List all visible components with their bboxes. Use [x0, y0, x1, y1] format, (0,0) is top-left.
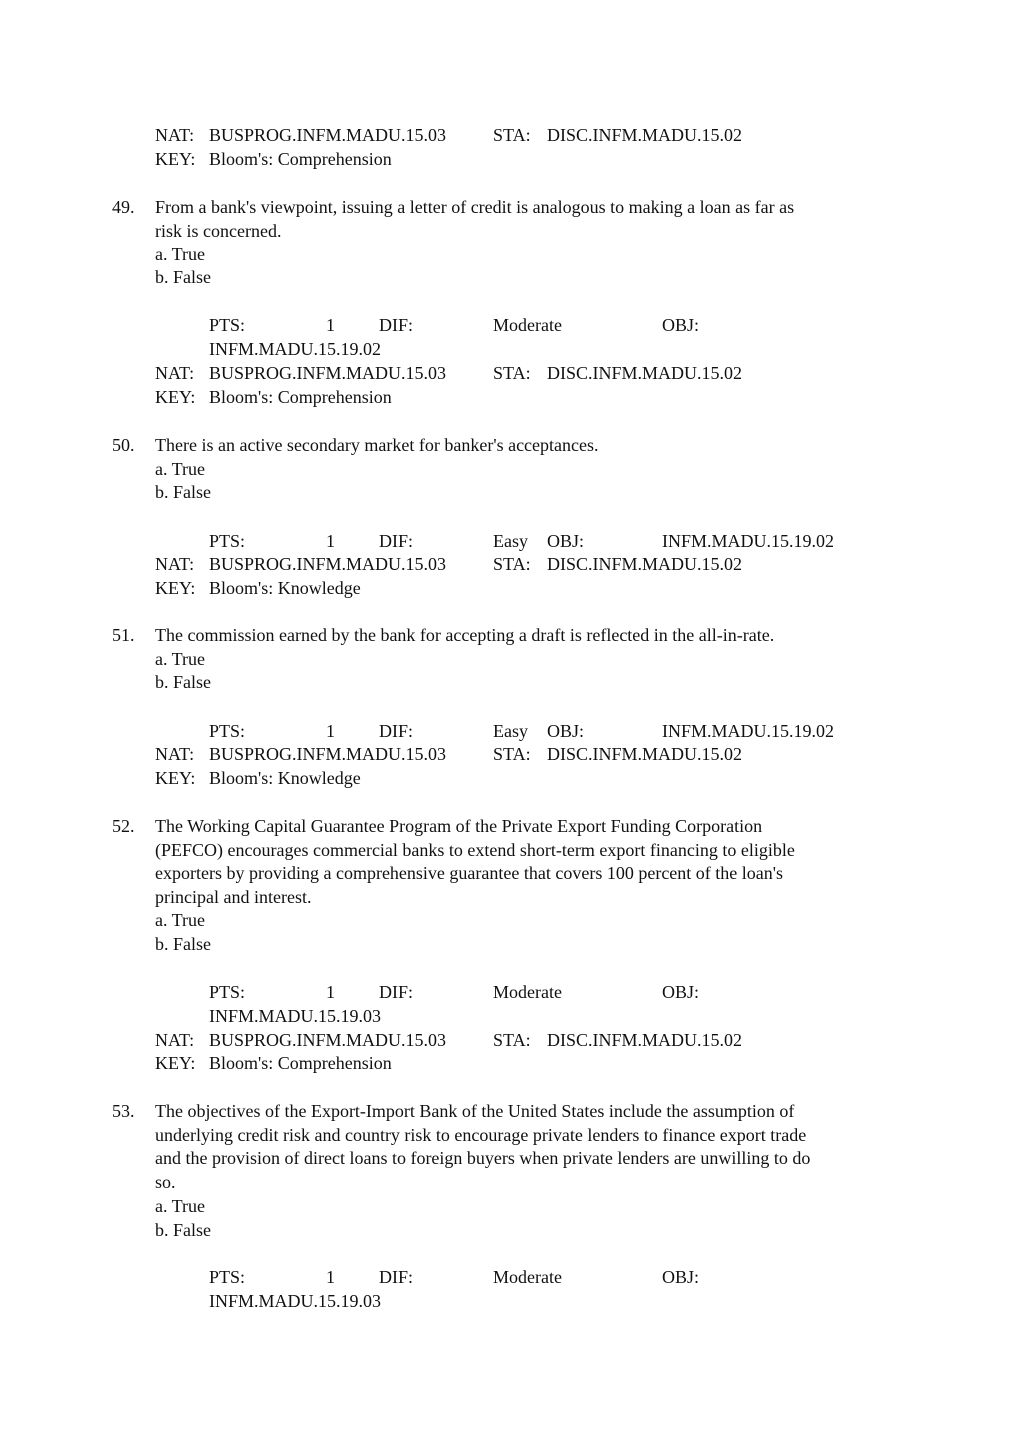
obj-label: OBJ:	[662, 1267, 700, 1287]
obj-value: INFM.MADU.15.19.03	[209, 1291, 382, 1311]
option-false: b. False	[155, 934, 211, 954]
question-text-line: principal and interest.	[155, 887, 312, 907]
dif-label: DIF:	[379, 982, 414, 1002]
key-label: KEY:	[155, 768, 196, 788]
question-text-line: There is an active secondary market for banker's acceptances.	[155, 435, 599, 455]
nat-value: BUSPROG.INFM.MADU.15.03	[209, 125, 447, 145]
key-value: Bloom's: Comprehension	[209, 149, 392, 169]
key-value: Bloom's: Comprehension	[209, 1053, 392, 1073]
nat-label: NAT:	[155, 125, 195, 145]
sta-label: STA:	[493, 125, 531, 145]
nat-value: BUSPROG.INFM.MADU.15.03	[209, 1030, 447, 1050]
question-number: 49.	[112, 197, 135, 217]
question-text-line: The Working Capital Guarantee Program of the Private Export Funding Corporation	[155, 816, 763, 836]
nat-value: BUSPROG.INFM.MADU.15.03	[209, 554, 447, 574]
sta-label: STA:	[493, 744, 531, 764]
key-label: KEY:	[155, 578, 196, 598]
nat-label: NAT:	[155, 363, 195, 383]
option-true: a. True	[155, 649, 206, 669]
dif-value: Easy	[493, 531, 528, 551]
pts-label: PTS:	[209, 531, 246, 551]
obj-value: INFM.MADU.15.19.02	[662, 531, 835, 551]
option-false: b. False	[155, 482, 211, 502]
pts-value: 1	[326, 982, 335, 1002]
obj-value: INFM.MADU.15.19.03	[209, 1006, 382, 1026]
nat-value: BUSPROG.INFM.MADU.15.03	[209, 363, 447, 383]
sta-label: STA:	[493, 1030, 531, 1050]
question-text-line: exporters by providing a comprehensive guarantee that covers 100 percent of the loan's	[155, 863, 784, 883]
question-text-line: The commission earned by the bank for accepting a draft is reflected in the all-in-rate.	[155, 625, 775, 645]
sta-value: DISC.INFM.MADU.15.02	[547, 363, 743, 383]
question-text-line: and the provision of direct loans to foreign buyers when private lenders are unwilling to do	[155, 1148, 811, 1168]
option-true: a. True	[155, 1196, 206, 1216]
key-label: KEY:	[155, 149, 196, 169]
dif-label: DIF:	[379, 531, 414, 551]
obj-label: OBJ:	[662, 315, 700, 335]
sta-value: DISC.INFM.MADU.15.02	[547, 125, 743, 145]
question-text-line: The objectives of the Export-Import Bank of the United States include the assumption of	[155, 1101, 795, 1121]
sta-label: STA:	[493, 554, 531, 574]
pts-value: 1	[326, 721, 335, 741]
key-value: Bloom's: Knowledge	[209, 768, 361, 788]
question-text-line: (PEFCO) encourages commercial banks to extend short-term export financing to eligible	[155, 840, 795, 860]
obj-label: OBJ:	[662, 982, 700, 1002]
question-text-line: underlying credit risk and country risk to encourage private lenders to finance export trade	[155, 1125, 807, 1145]
dif-value: Moderate	[493, 315, 562, 335]
nat-value: BUSPROG.INFM.MADU.15.03	[209, 744, 447, 764]
dif-label: DIF:	[379, 315, 414, 335]
dif-value: Easy	[493, 721, 528, 741]
pts-label: PTS:	[209, 982, 246, 1002]
obj-label: OBJ:	[547, 531, 585, 551]
pts-label: PTS:	[209, 1267, 246, 1287]
nat-label: NAT:	[155, 1030, 195, 1050]
dif-label: DIF:	[379, 1267, 414, 1287]
obj-value: INFM.MADU.15.19.02	[662, 721, 835, 741]
key-label: KEY:	[155, 387, 196, 407]
obj-label: OBJ:	[547, 721, 585, 741]
sta-label: STA:	[493, 363, 531, 383]
question-text-line: so.	[155, 1172, 176, 1192]
key-value: Bloom's: Comprehension	[209, 387, 392, 407]
dif-label: DIF:	[379, 721, 414, 741]
question-number: 51.	[112, 625, 135, 645]
nat-label: NAT:	[155, 554, 195, 574]
option-false: b. False	[155, 267, 211, 287]
dif-value: Moderate	[493, 1267, 562, 1287]
key-value: Bloom's: Knowledge	[209, 578, 361, 598]
obj-value: INFM.MADU.15.19.02	[209, 339, 382, 359]
pts-label: PTS:	[209, 315, 246, 335]
pts-label: PTS:	[209, 721, 246, 741]
pts-value: 1	[326, 531, 335, 551]
sta-value: DISC.INFM.MADU.15.02	[547, 1030, 743, 1050]
pts-value: 1	[326, 1267, 335, 1287]
question-number: 50.	[112, 435, 135, 455]
option-true: a. True	[155, 459, 206, 479]
dif-value: Moderate	[493, 982, 562, 1002]
option-true: a. True	[155, 910, 206, 930]
sta-value: DISC.INFM.MADU.15.02	[547, 554, 743, 574]
question-text-line: risk is concerned.	[155, 221, 282, 241]
option-false: b. False	[155, 1220, 211, 1240]
key-label: KEY:	[155, 1053, 196, 1073]
nat-label: NAT:	[155, 744, 195, 764]
pts-value: 1	[326, 315, 335, 335]
sta-value: DISC.INFM.MADU.15.02	[547, 744, 743, 764]
question-text-line: From a bank's viewpoint, issuing a letter of credit is analogous to making a loan as far as	[155, 197, 795, 217]
option-false: b. False	[155, 672, 211, 692]
option-true: a. True	[155, 244, 206, 264]
question-number: 52.	[112, 816, 135, 836]
question-number: 53.	[112, 1101, 135, 1121]
